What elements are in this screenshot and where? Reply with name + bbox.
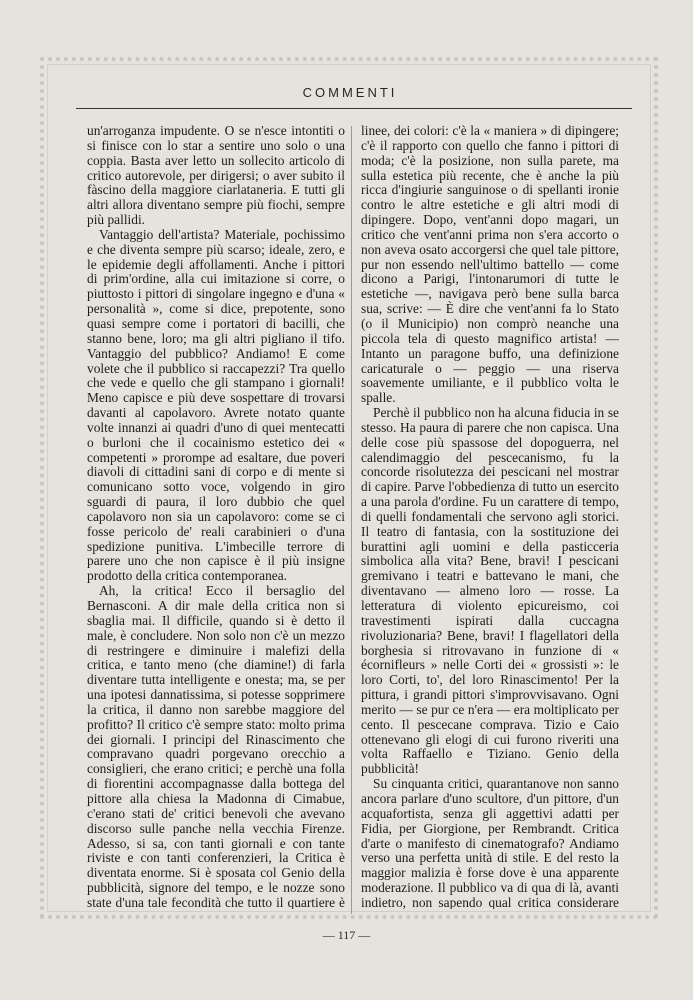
paragraph: linee, dei colori: c'è la « maniera » di dipingere; c'è il rapporto con quello che fanno i pittori di moda; c'è la posizione, non sulla parete, ma sulla estetica più recente, che è anche la più ricca d'ingiurie sanguinose o di spellanti ironie contro le altre estetiche e gli altri modi di dipingere. Dopo, vent'anni dopo magari, un critico che vent'anni prima non s'era accorto o non aveva osato accorgersi che quel tale pittore, pur non essendo nell'ultimo battello — come dicono a Parigi, l'intonarumori di tutte le estetiche —, navigava però bene sulla barca sua, scrive: — È dire che vent'anni fa lo Stato (o il Municipio) non comprò neanche una piccola tela di questo magnifico artista! — Intanto un paragone buffo, una definizione caricaturale o — peggio — una riserva soavemente umiliante, e il pubblico volta le spalle.: [361, 124, 619, 406]
header-rule: [76, 108, 632, 109]
paragraph: Su cinquanta critici, quarantanove non sanno ancora parlare d'uno scultore, d'un pittore, d'un acquafortista, senza gli aggettivi adatti per Fidia, per Giorgione, per Rembrandt. Critica d'arte o manifesto di cinematografo? Andiamo verso una perfetta unità di stile. E del resto la maggior malizia è forse dove è una apparente moderazione. Il pubblico va di qua di là, avanti indietro, non sapendo qual critica considerare: [361, 776, 619, 909]
paragraph: Vantaggio dell'artista? Materiale, pochissimo e che diventa sempre più scarso; ideale, zero, e le epidemie degli affollamenti. Anche i pittori di prim'ordine, alla cui imitazione si corre, o piuttosto i pittori di singolare ingegno e d'una « personalità », come si dice, prepotente, sono quasi sempre come i portatori di bacilli, che stanno bene, loro; ma gli altri pigliano il tifo. Vantaggio del pubblico? Andiamo! E come volete che il pubblico si raccapezzi? Tra quello che vede e quello che gli stampano i giornali! Meno capisce e più deve sospettare di trovarsi davanti al capolavoro. Avrete notato quante volte innanzi ai quadri d'uno di quei mentecatti o burloni che il cocainismo estetico dei « competenti » prorompe ad esaltare, due poveri diavoli di cittadini sani di corpo e di mente si comunicano sotto voce, volgendo in giro sguardi di paura, il loro dubbio che quel capolavoro non sia un capolavoro: come se ci fosse pericolo de' reali carabinieri o d'una spedizione punitiva. L'imbecille terrore di parere uno che non capisce è il più insigne prodotto della critica contemporanea.: [87, 226, 345, 584]
running-header: COMMENTI: [302, 85, 398, 100]
paragraph: un'arroganza impudente. O se n'esce intontiti o si finisce con lo star a sentire uno solo o una coppia. Basta aver letto un sollecito articolo di critico autorevole, per dirigersi; o aver subito il fàscino della maggiore ciarlataneria. E tutti gli altri allora diventano sempre più fiochi, sempre più pallidi.: [87, 124, 345, 228]
text-column-right: [361, 124, 619, 909]
column-divider: [351, 126, 352, 914]
paragraph: Ah, la critica! Ecco il bersaglio del Bernasconi. A dir male della critica non si sbaglia mai. Il difficile, quando si è detto il male, è concludere. Non solo non c'è un mezzo di restringere e diminuire i malefizi della critica, e tanto meno (che diamine!) di farla diventare tutta intelligente e onesta; ma, se per una ipotesi dannatissima, si potesse sopprimere la critica, il danno non sarebbe maggiore del profitto? Il critico c'è sempre stato: molto prima dei giornali. I principi del Rinascimento che compravano quadri porgevano orecchio a consiglieri, che erano critici; e perchè una folla di fiorentini accompagnasse dalla bottega del pittore alla chiesa la Madonna di Cimabue, c'erano stati de' critici benevoli che avevano discorso sulle panche nella vecchia Firenze. Adesso, si sa, con tanti giornali e con tante riviste e con tanti conferenzieri, la Critica è diventata enorme. Si è sposata col Genio della pubblicità, signore del tempo, e le nozze sono state d'una tale fecondità che tutto il quartiere è: [87, 583, 345, 909]
paragraph: Perchè il pubblico non ha alcuna fiducia in se stesso. Ha paura di parere che non capisca. Una delle cose più spassose del dopoguerra, nel calendimaggio del pescecanismo, fu la concorde risolutezza dei pescicani nel mostrar di capire. Parve l'obbedienza di tutto un esercito a una parola d'ordine. Fu un carattere di tempo, di quelli fondamentali che servono agli storici. Il teatro di fantasia, con la sostituzione dei burattini agli uomini e della pasticceria simbolica alla vita? Bene, bravi! I pescicani gremivano i teatri e battevano le mani, che diventavano — almeno loro — rosse. La letteratura di violento epicureismo, coi travestimenti ispirati dalla cuccagna rivoluzionaria? Bene, bravi! I flagellatori della borghesia si ritrovavano in funzione di « écornifleurs » nelle Corti dei « grossisti »: le loro Corti, to', del loro Rinascimento! Per la pittura, i grandi pittori s'improvvisavano. Ogni merito — se pur ce n'era — era moltiplicato per cento. Il pescecane comprava. Tizio e Caio ottenevano gli elogi di cui furono riveriti una volta Raffaello e Tiziano. Genio della pubblicità!: [361, 405, 619, 777]
page-number: — 117 —: [322, 928, 371, 942]
text-column-left: [87, 124, 345, 909]
